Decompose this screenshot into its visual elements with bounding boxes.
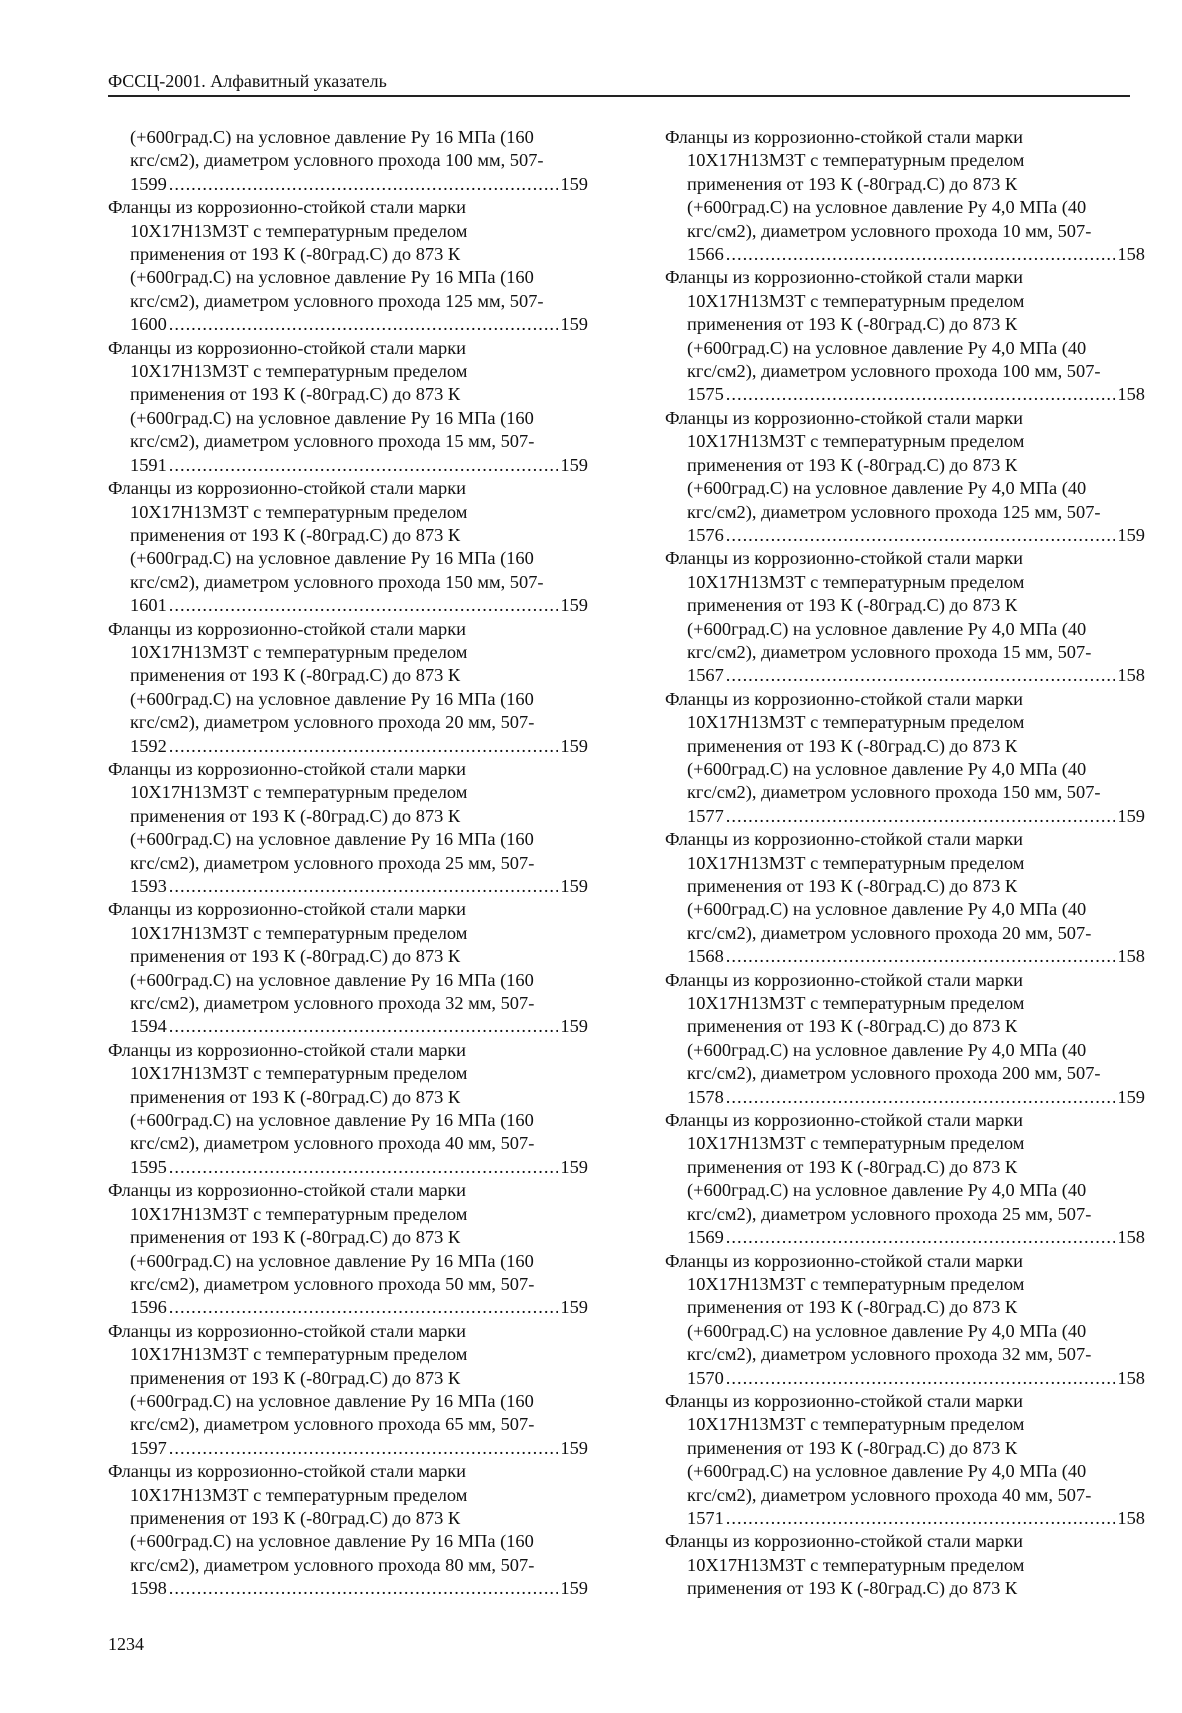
index-entry-line: 10Х17Н13М3Т с температурным пределом	[687, 571, 1025, 592]
index-entry-line: Фланцы из коррозионно-стойкой стали марки	[108, 618, 467, 639]
dot-leader	[169, 735, 559, 758]
index-entry-line: Фланцы из коррозионно-стойкой стали марки	[665, 1110, 1024, 1131]
index-entry	[108, 1460, 588, 1600]
index-entry-leader-line	[665, 243, 1145, 266]
index-entry-line: 10Х17Н13М3Т с температурным пределом	[687, 431, 1025, 452]
index-entry-line: (+600град.С) на условное давление Ру 16 МПа (160	[130, 969, 534, 990]
index-entry-line: применения от 193 К (-80град.С) до 873 К	[687, 876, 1018, 896]
index-entry-line: кгс/см2), диаметром условного прохода 20 мм, 507-	[687, 922, 1092, 943]
index-column-left	[108, 126, 588, 1601]
index-entry	[665, 969, 1145, 1109]
index-entry-line: 10Х17Н13М3Т с температурным пределом	[130, 1344, 468, 1365]
index-entry-line: (+600град.С) на условное давление Ру 16 МПа (160	[130, 1531, 534, 1552]
index-entry-line: Фланцы из коррозионно-стойкой стали марки	[665, 407, 1024, 428]
index-entry-line: (+600град.С) на условное давление Ру 4,0 МПа (40	[687, 197, 1087, 218]
entry-code: 1598	[130, 1578, 167, 1599]
index-entry	[108, 126, 588, 196]
index-entry-leader-line	[108, 1437, 588, 1460]
dot-leader	[169, 1437, 559, 1460]
index-entry-line: (+600град.С) на условное давление Ру 16 МПа (160	[130, 829, 534, 850]
entry-code: 1568	[687, 946, 724, 967]
index-entry-line: (+600град.С) на условное давление Ру 16 МПа (160	[130, 1250, 534, 1271]
entry-code: 1567	[687, 665, 724, 686]
index-entry-line: 10Х17Н13М3Т с температурным пределом	[130, 1484, 468, 1505]
entry-page-ref: 159	[1117, 1086, 1145, 1107]
index-entry-line: (+600град.С) на условное давление Ру 4,0 МПа (40	[687, 758, 1087, 779]
entry-page-ref: 159	[560, 1437, 588, 1458]
index-entry	[665, 828, 1145, 968]
entry-code: 1594	[130, 1016, 167, 1037]
dot-leader	[169, 173, 559, 196]
entry-page-ref: 159	[1117, 524, 1145, 545]
entry-page-ref: 159	[560, 314, 588, 335]
index-entry	[665, 407, 1145, 547]
dot-leader	[726, 945, 1116, 968]
index-entry-line: 10Х17Н13М3Т с температурным пределом	[687, 993, 1025, 1014]
index-entry	[665, 266, 1145, 406]
index-entry-line: применения от 193 К (-80град.С) до 873 К	[687, 1156, 1018, 1177]
index-entry-line: кгс/см2), диаметром условного прохода 100 мм, 507-	[687, 361, 1101, 382]
entry-page-ref: 158	[1117, 1507, 1145, 1528]
entry-page-ref: 159	[560, 595, 588, 616]
entry-page-ref: 159	[560, 1578, 588, 1599]
index-entry-line: 10Х17Н13М3Т с температурным пределом	[687, 852, 1025, 873]
entry-page-ref: 159	[1117, 805, 1145, 826]
index-entry-leader-line	[665, 1367, 1145, 1390]
entry-page-ref: 158	[1117, 946, 1145, 967]
index-entry	[665, 547, 1145, 687]
entry-page-ref: 159	[560, 1297, 588, 1318]
dot-leader	[169, 1015, 559, 1038]
index-entry-line: применения от 193 К (-80град.С) до 873 К	[130, 946, 461, 967]
index-entry-line: Фланцы из коррозионно-стойкой стали марки	[108, 337, 467, 358]
index-entry	[665, 688, 1145, 828]
index-entry-line: применения от 193 К (-80град.С) до 873 К	[130, 1507, 461, 1528]
index-entry	[108, 758, 588, 898]
index-entry-leader-line	[108, 594, 588, 617]
entry-code: 1576	[687, 524, 724, 545]
index-entry-line: 10Х17Н13М3Т с температурным пределом	[130, 361, 468, 382]
entry-page-ref: 159	[560, 876, 588, 896]
index-entry-leader-line	[665, 1086, 1145, 1109]
index-entry-line: кгс/см2), диаметром условного прохода 40 мм, 507-	[687, 1484, 1092, 1505]
dot-leader	[726, 243, 1116, 266]
index-entry-leader-line	[665, 1226, 1145, 1249]
dot-leader	[169, 875, 559, 898]
index-entry-line: применения от 193 К (-80град.С) до 873 К	[130, 384, 461, 405]
index-entry-line: кгс/см2), диаметром условного прохода 25 мм, 507-	[687, 1203, 1092, 1224]
index-entry-line: кгс/см2), диаметром условного прохода 150 мм, 507-	[687, 782, 1101, 803]
index-entry-line: применения от 193 К (-80град.С) до 873 К	[130, 1367, 461, 1388]
entry-code: 1597	[130, 1437, 167, 1458]
index-entry-line: применения от 193 К (-80град.С) до 873 К	[130, 1086, 461, 1107]
dot-leader	[169, 454, 559, 477]
index-entry-line: 10Х17Н13М3Т с температурным пределом	[687, 1414, 1025, 1435]
dot-leader	[169, 313, 559, 336]
index-entry-line: кгс/см2), диаметром условного прохода 80 мм, 507-	[130, 1554, 535, 1575]
index-entry-leader-line	[665, 945, 1145, 968]
index-entry-line: применения от 193 К (-80град.С) до 873 К	[687, 1297, 1018, 1318]
index-entry-line: применения от 193 К (-80град.С) до 873 К	[687, 1437, 1018, 1458]
index-entry-line: Фланцы из коррозионно-стойкой стали марки	[665, 267, 1024, 288]
index-entry-line: 10Х17Н13М3Т с температурным пределом	[130, 1063, 468, 1084]
dot-leader	[726, 524, 1116, 547]
index-entry-leader-line	[665, 524, 1145, 547]
index-entry-line: Фланцы из коррозионно-стойкой стали марки	[665, 548, 1024, 569]
index-entry-line: (+600град.С) на условное давление Ру 4,0 МПа (40	[687, 337, 1087, 358]
index-entry-line: кгс/см2), диаметром условного прохода 10 мм, 507-	[687, 220, 1092, 241]
index-entry-line: кгс/см2), диаметром условного прохода 65 мм, 507-	[130, 1414, 535, 1435]
entry-page-ref: 158	[1117, 1227, 1145, 1248]
index-entry-line: 10Х17Н13М3Т с температурным пределом	[130, 922, 468, 943]
index-entry	[108, 196, 588, 336]
index-entry	[108, 898, 588, 1038]
entry-page-ref: 159	[560, 1156, 588, 1177]
index-entry	[665, 1530, 1145, 1600]
index-entry-line: Фланцы из коррозионно-стойкой стали марки	[108, 1039, 467, 1060]
index-entry-line: кгс/см2), диаметром условного прохода 15 мм, 507-	[687, 641, 1092, 662]
index-entry-line: Фланцы из коррозионно-стойкой стали марки	[665, 1531, 1024, 1552]
index-column-right	[665, 126, 1145, 1601]
dot-leader	[726, 1086, 1116, 1109]
entry-page-ref: 159	[560, 735, 588, 756]
index-entry-line: 10Х17Н13М3Т с температурным пределом	[687, 1554, 1025, 1575]
index-entry-line: 10Х17Н13М3Т с температурным пределом	[687, 150, 1025, 171]
dot-leader	[169, 1577, 559, 1600]
index-entry-line: применения от 193 К (-80град.С) до 873 К	[687, 1016, 1018, 1037]
index-entry-line: 10Х17Н13М3Т с температурным пределом	[687, 1133, 1025, 1154]
index-entry-line: применения от 193 К (-80град.С) до 873 К	[130, 665, 461, 686]
index-entry-line: кгс/см2), диаметром условного прохода 50 мм, 507-	[130, 1273, 535, 1294]
index-entry	[108, 1179, 588, 1319]
index-entry-line: (+600град.С) на условное давление Ру 16 МПа (160	[130, 1110, 534, 1131]
index-entry-line: Фланцы из коррозионно-стойкой стали марки	[665, 969, 1024, 990]
entry-page-ref: 159	[560, 454, 588, 475]
index-entry-line: 10Х17Н13М3Т с температурным пределом	[687, 290, 1025, 311]
index-entry-line: 10Х17Н13М3Т с температурным пределом	[130, 501, 468, 522]
index-entry-line: Фланцы из коррозионно-стойкой стали марки	[665, 688, 1024, 709]
entry-code: 1571	[687, 1507, 724, 1528]
entry-page-ref: 159	[560, 173, 588, 194]
entry-code: 1570	[687, 1367, 724, 1388]
index-entry-line: применения от 193 К (-80град.С) до 873 К	[130, 244, 461, 265]
entry-code: 1578	[687, 1086, 724, 1107]
index-entry-line: кгс/см2), диаметром условного прохода 200 мм, 507-	[687, 1063, 1101, 1084]
dot-leader	[726, 1507, 1116, 1530]
index-entry-line: (+600град.С) на условное давление Ру 4,0 МПа (40	[687, 1320, 1087, 1341]
index-entry	[108, 618, 588, 758]
entry-code: 1592	[130, 735, 167, 756]
index-entry-line: кгс/см2), диаметром условного прохода 40 мм, 507-	[130, 1133, 535, 1154]
index-entry-leader-line	[108, 454, 588, 477]
index-entry	[108, 477, 588, 617]
index-entry-line: 10Х17Н13М3Т с температурным пределом	[130, 220, 468, 241]
index-entry-leader-line	[665, 1507, 1145, 1530]
dot-leader	[169, 594, 559, 617]
index-entry-leader-line	[665, 383, 1145, 406]
index-entry-line: применения от 193 К (-80град.С) до 873 К	[130, 524, 461, 545]
entry-code: 1569	[687, 1227, 724, 1248]
index-entry-line: Фланцы из коррозионно-стойкой стали марки	[108, 899, 467, 920]
entry-page-ref: 159	[560, 1016, 588, 1037]
index-entry	[665, 1109, 1145, 1249]
index-entry-line: (+600град.С) на условное давление Ру 16 МПа (160	[130, 127, 534, 147]
index-entry-line: (+600град.С) на условное давление Ру 4,0 МПа (40	[687, 478, 1087, 499]
index-entry-line: 10Х17Н13М3Т с температурным пределом	[687, 1273, 1025, 1294]
page-number: 1234	[108, 1634, 144, 1654]
entry-code: 1575	[687, 384, 724, 405]
index-entry-line: Фланцы из коррозионно-стойкой стали марки	[108, 1180, 467, 1201]
dot-leader	[726, 1226, 1116, 1249]
index-entry-leader-line	[108, 173, 588, 196]
entry-code: 1591	[130, 454, 167, 475]
index-entry-line: (+600град.С) на условное давление Ру 16 МПа (160	[130, 1390, 534, 1411]
header-title: ФССЦ-2001. Алфавитный указатель	[108, 71, 387, 91]
index-entry-leader-line	[108, 1156, 588, 1179]
index-entry-line: Фланцы из коррозионно-стойкой стали марки	[108, 1320, 467, 1341]
index-entry-line: (+600град.С) на условное давление Ру 4,0 МПа (40	[687, 1180, 1087, 1201]
index-entry-line: 10Х17Н13М3Т с температурным пределом	[130, 641, 468, 662]
entry-code: 1601	[130, 595, 167, 616]
index-entry-line: 10Х17Н13М3Т с температурным пределом	[130, 1203, 468, 1224]
entry-code: 1600	[130, 314, 167, 335]
index-entry-line: (+600град.С) на условное давление Ру 16 МПа (160	[130, 407, 534, 428]
index-entry-line: Фланцы из коррозионно-стойкой стали марки	[665, 1250, 1024, 1271]
index-entry-line: применения от 193 К (-80град.С) до 873 К	[130, 805, 461, 826]
index-entry-line: Фланцы из коррозионно-стойкой стали марки	[665, 1390, 1024, 1411]
entry-code: 1593	[130, 876, 167, 896]
dot-leader	[726, 805, 1116, 828]
index-entry-leader-line	[665, 805, 1145, 828]
dot-leader	[726, 1367, 1116, 1390]
index-entry	[108, 1320, 588, 1460]
running-header	[108, 70, 1130, 97]
index-entry-leader-line	[108, 1015, 588, 1038]
index-entry-line: 10Х17Н13М3Т с температурным пределом	[687, 712, 1025, 733]
index-entry-line: Фланцы из коррозионно-стойкой стали марки	[108, 758, 467, 779]
index-entry	[108, 337, 588, 477]
entry-page-ref: 158	[1117, 244, 1145, 265]
index-entry-line: (+600град.С) на условное давление Ру 4,0 МПа (40	[687, 1039, 1087, 1060]
index-entry-line: кгс/см2), диаметром условного прохода 125 мм, 507-	[687, 501, 1101, 522]
index-entry-line: (+600град.С) на условное давление Ру 16 МПа (160	[130, 267, 534, 288]
index-entry-line: применения от 193 К (-80град.С) до 873 К	[687, 595, 1018, 616]
index-entry-line: кгс/см2), диаметром условного прохода 100 мм, 507-	[130, 150, 544, 171]
index-entry-leader-line	[108, 1296, 588, 1319]
index-entry-line: 10Х17Н13М3Т с температурным пределом	[130, 782, 468, 803]
index-entry-line: применения от 193 К (-80град.С) до 873 К	[130, 1227, 461, 1248]
dot-leader	[726, 664, 1116, 687]
entry-code: 1566	[687, 244, 724, 265]
index-entry-line: Фланцы из коррозионно-стойкой стали марки	[665, 829, 1024, 850]
index-entry-line: применения от 193 К (-80град.С) до 873 К	[687, 173, 1018, 194]
index-entry	[108, 1039, 588, 1179]
index-entry-line: Фланцы из коррозионно-стойкой стали марки	[108, 197, 467, 218]
index-entry	[665, 126, 1145, 266]
index-entry-line: применения от 193 К (-80град.С) до 873 К	[687, 735, 1018, 756]
index-entry-line: (+600град.С) на условное давление Ру 4,0 МПа (40	[687, 1461, 1087, 1482]
entry-code: 1595	[130, 1156, 167, 1177]
index-entry-line: Фланцы из коррозионно-стойкой стали марки	[108, 478, 467, 499]
index-entry-line: Фланцы из коррозионно-стойкой стали марки	[665, 127, 1024, 147]
index-entry-line: (+600град.С) на условное давление Ру 4,0 МПа (40	[687, 899, 1087, 920]
dot-leader	[169, 1156, 559, 1179]
dot-leader	[726, 383, 1116, 406]
index-entry-line: кгс/см2), диаметром условного прохода 15 мм, 507-	[130, 431, 535, 452]
index-entry-leader-line	[108, 1577, 588, 1600]
index-entry-leader-line	[665, 664, 1145, 687]
entry-page-ref: 158	[1117, 384, 1145, 405]
index-entry-line: кгс/см2), диаметром условного прохода 32 мм, 507-	[130, 993, 535, 1014]
index-entry	[665, 1390, 1145, 1530]
entry-page-ref: 158	[1117, 665, 1145, 686]
index-entry	[665, 1250, 1145, 1390]
index-entry-line: применения от 193 К (-80град.С) до 873 К	[687, 454, 1018, 475]
dot-leader	[169, 1296, 559, 1319]
entry-page-ref: 158	[1117, 1367, 1145, 1388]
index-entry-leader-line	[108, 735, 588, 758]
index-entry-line: кгс/см2), диаметром условного прохода 150 мм, 507-	[130, 571, 544, 592]
index-entry-line: кгс/см2), диаметром условного прохода 25 мм, 507-	[130, 852, 535, 873]
index-entry-line: (+600град.С) на условное давление Ру 16 МПа (160	[130, 548, 534, 569]
index-entry-line: (+600град.С) на условное давление Ру 16 МПа (160	[130, 688, 534, 709]
entry-code: 1596	[130, 1297, 167, 1318]
index-entry-line: кгс/см2), диаметром условного прохода 32 мм, 507-	[687, 1344, 1092, 1365]
index-entry-line: (+600град.С) на условное давление Ру 4,0 МПа (40	[687, 618, 1087, 639]
entry-code: 1599	[130, 173, 167, 194]
index-entry-line: применения от 193 К (-80град.С) до 873 К	[687, 314, 1018, 335]
index-entry-line: кгс/см2), диаметром условного прохода 20 мм, 507-	[130, 712, 535, 733]
index-entry-line: кгс/см2), диаметром условного прохода 125 мм, 507-	[130, 290, 544, 311]
entry-code: 1577	[687, 805, 724, 826]
index-entry-line: Фланцы из коррозионно-стойкой стали марки	[108, 1461, 467, 1482]
index-entry-line: применения от 193 К (-80град.С) до 873 К	[687, 1578, 1018, 1599]
index-entry-leader-line	[108, 313, 588, 336]
index-entry-leader-line	[108, 875, 588, 898]
